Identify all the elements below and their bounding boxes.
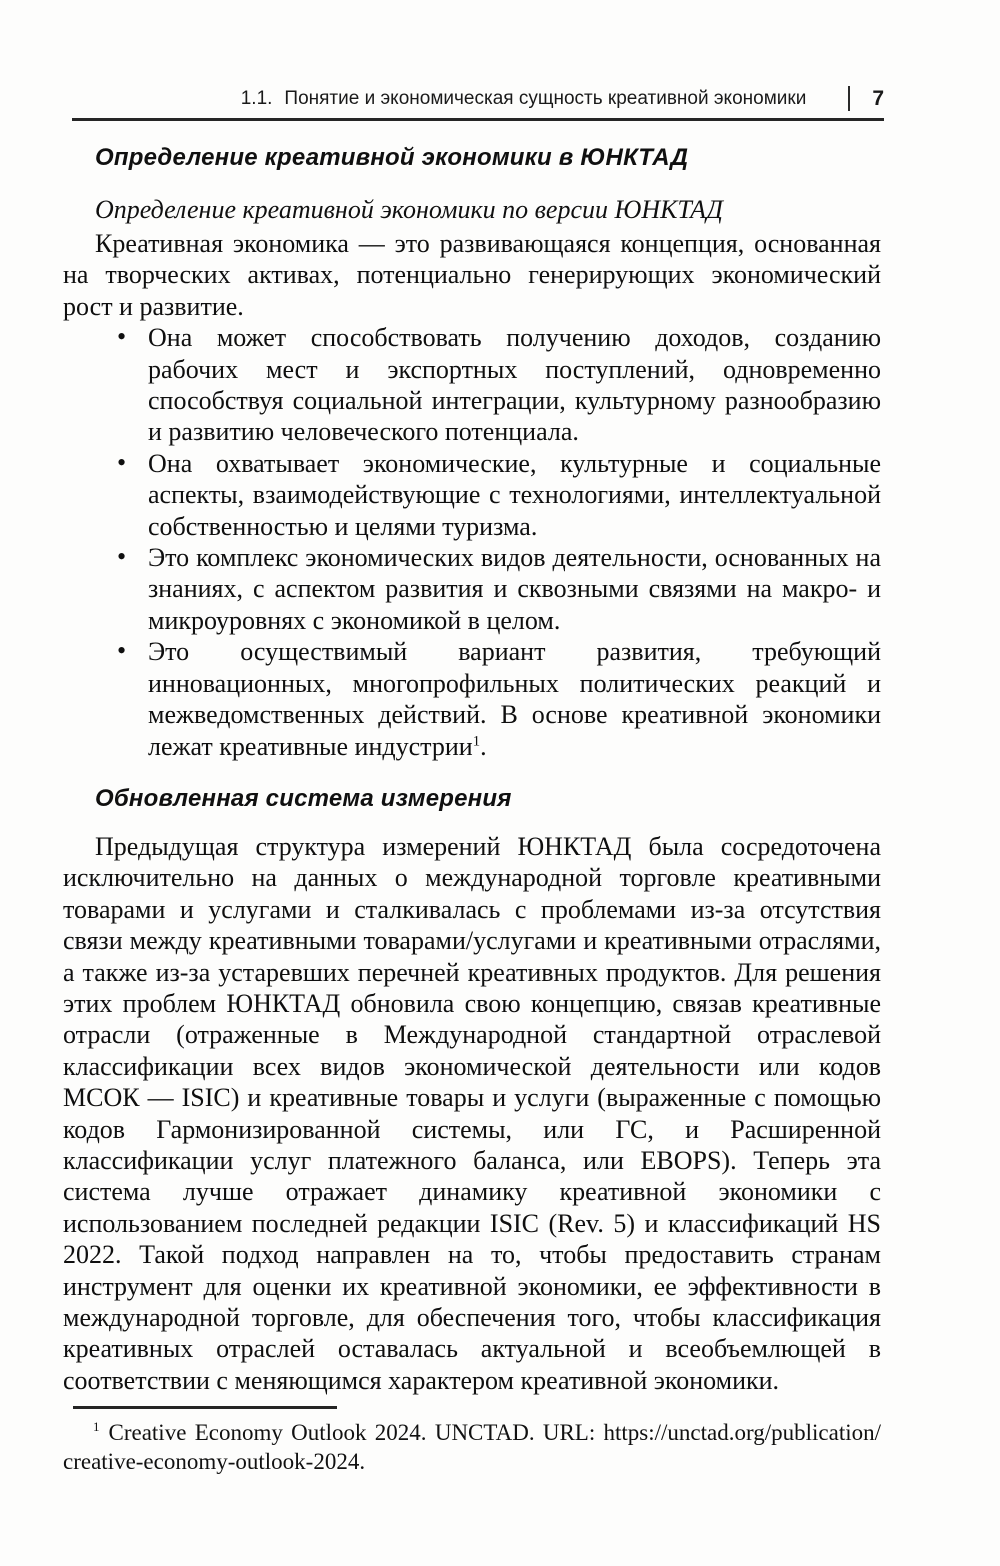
running-title: Понятие и экономическая сущность креативной экономики [284, 87, 807, 109]
sentence-period: . [480, 731, 487, 761]
main-paragraph: Предыдущая структура измерений ЮНКТАД была сосредоточена исключительно на данных о международной торговле креативными товарами и услугами и сталкивалась с проблемами из-за отсутствия связи между креативными товарами/услугами и креативными отраслями, а также из-за устаревших перечней креативных продуктов. Для решения этих проблем ЮНКТАД обновила свою концепцию, связав креативные отрасли (отраженные в Международной стандартной отраслевой классификации всех видов экономической деятельности или кодов МСОК — ISIC) и креативные товары и услуги (выраженные с помощью кодов Гармонизированной системы, или ГС, и Расширенной классификации услуг платежного баланса, или EBOPS). Теперь эта система лучше отражает динамику креативной экономики с использованием последней редакции ISIC (Rev. 5) и классификаций HS 2022. Такой подход направлен на то, чтобы предоставить странам инструмент для оценки их креативной экономики, ее эффективности в международной торговле, для обеспечения того, чтобы классификация креативных отраслей оставалась актуальной и всеобъемлющей в соответствии с меняющимся характером креативной экономики. [63, 831, 881, 1395]
subheading-italic: Определение креативной экономики по версии ЮНКТАД [95, 195, 723, 224]
bullet-marker-icon: • [117, 542, 127, 572]
bullet-text: Это комплекс экономических видов деятельности, основанных на знаниях, с аспектом развития и сквозными связями на макро- и микроуровнях с экономикой в целом. [148, 543, 881, 635]
bullet-item-1 [63, 322, 881, 448]
running-header [72, 86, 884, 111]
page-number: 7 [872, 86, 884, 110]
bullet-marker-icon: • [117, 322, 127, 352]
header-rule [72, 118, 884, 121]
page-content [63, 0, 884, 1396]
intro-paragraph: Креативная экономика — это развивающаяся концепция, основанная на творческих активах, потенциально генерирующих экономический рост и развитие. [63, 229, 881, 321]
bullet-list [63, 322, 881, 762]
heading-measurement-system: Обновленная система измерения [95, 784, 512, 812]
heading-unctad-definition: Определение креативной экономики в ЮНКТАД [95, 144, 689, 171]
bullet-item-2 [63, 448, 881, 542]
bullet-marker-icon: • [117, 636, 127, 666]
footnote-citation: Creative Economy Outlook 2024. UNCTAD. URL: [108, 1419, 604, 1445]
footnote-area [63, 1406, 881, 1476]
header-divider [848, 86, 850, 111]
bullet-marker-icon: • [117, 447, 127, 477]
footnote-text [63, 1418, 881, 1476]
footnote-marker: 1 [93, 1418, 100, 1434]
bullet-text: Это осуществимый вариант развития, требующий инновационных, многопрофильных политических реакций и межведомственных действий. В основе креативной экономики лежат креативные индустрии [148, 637, 881, 761]
bullet-text: Она охватывает экономические, культурные и социальные аспекты, взаимодействующие с технологиями, интеллектуальной собственностью и целями туризма. [148, 448, 881, 541]
bullet-item-3 [63, 542, 881, 636]
footnote-url-part2: creative-economy-outlook-2024. [63, 1448, 366, 1474]
footnote-rule [73, 1406, 337, 1409]
footnote-url-part1: https://unctad.org/publication/ [603, 1419, 881, 1445]
footnote-reference: 1 [472, 732, 481, 749]
section-number: 1.1. [240, 87, 273, 109]
bullet-item-4 [63, 636, 881, 762]
bullet-text: Она может способствовать получению доходов, созданию рабочих мест и экспортных поступлений, одновременно способствуя социальной интеграции, культурному разнообразию и развитию человеческого потенциала. [148, 323, 881, 447]
